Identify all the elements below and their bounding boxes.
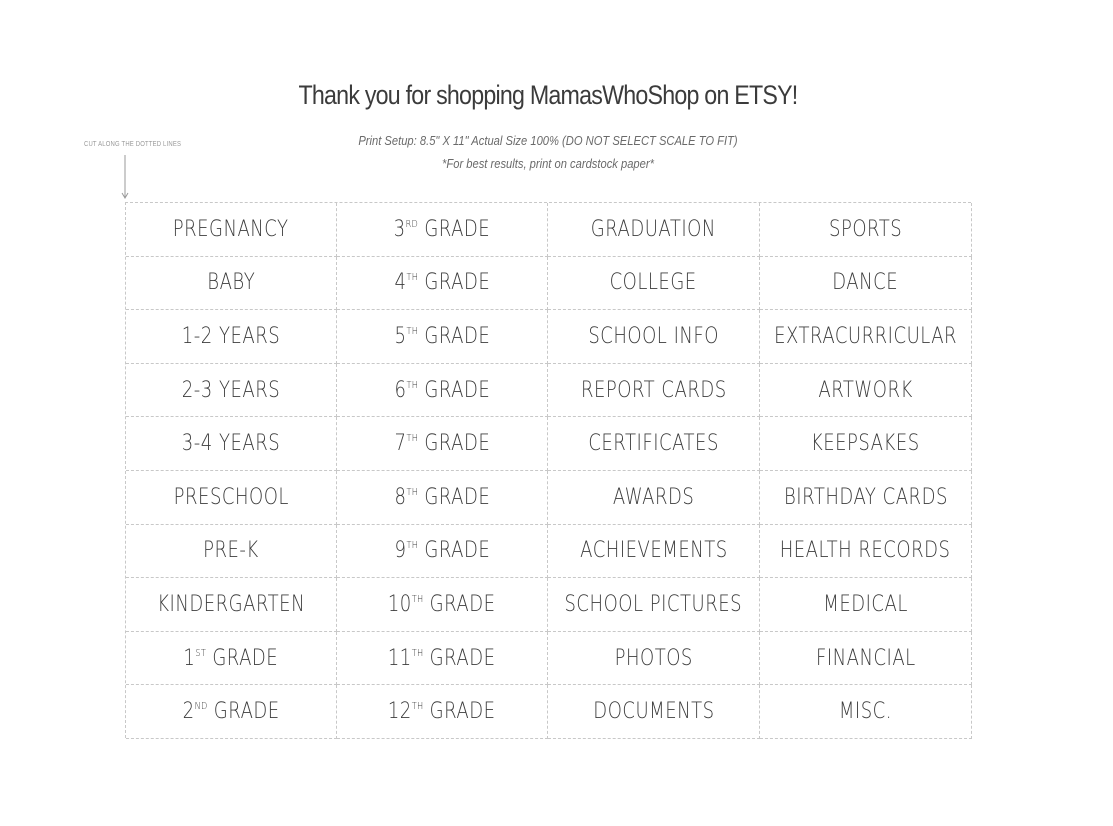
label-text: [394, 324, 490, 349]
label-cell: [760, 471, 972, 525]
grade-ordinal-suffix: TH: [406, 433, 418, 445]
label-cell: [126, 364, 337, 418]
label-cell: [760, 257, 972, 311]
grade-ordinal-suffix: ND: [194, 701, 208, 713]
label-cell: [337, 203, 548, 257]
label-cell: [337, 685, 548, 739]
label-text: BIRTHDAY CARDS: [783, 484, 948, 510]
label-text: REPORT CARDS: [580, 377, 727, 403]
label-text: SCHOOL INFO: [588, 323, 719, 349]
label-cell: [337, 364, 548, 418]
grade-number: 5: [394, 323, 407, 349]
grade-ordinal-suffix: TH: [412, 647, 424, 659]
label-text: KINDERGARTEN: [157, 591, 305, 617]
grade-ordinal-suffix: TH: [406, 540, 418, 552]
label-text: KEEPSAKES: [811, 431, 920, 457]
label-cell: [126, 203, 337, 257]
grade-number: 3: [393, 216, 406, 242]
label-cell: [548, 525, 760, 579]
label-cell: [337, 525, 548, 579]
label-cell: [126, 578, 337, 632]
arrow-down-icon: [121, 155, 129, 201]
label-cell: [548, 471, 760, 525]
grade-ordinal-suffix: TH: [406, 325, 418, 337]
label-text: [394, 378, 490, 403]
label-text: PRE-K: [203, 538, 259, 564]
label-cell: [126, 632, 337, 686]
grade-word: GRADE: [417, 377, 490, 403]
label-cell: [548, 364, 760, 418]
label-text: FINANCIAL: [815, 645, 916, 671]
grade-number: 8: [394, 484, 407, 510]
label-text: BABY: [207, 270, 255, 296]
grade-word: GRADE: [417, 538, 490, 564]
label-cell: [548, 203, 760, 257]
label-cell: [548, 578, 760, 632]
label-cell: [126, 310, 337, 364]
label-cell: [760, 417, 972, 471]
label-text: ARTWORK: [818, 377, 913, 403]
grade-word: GRADE: [423, 699, 496, 725]
grade-word: GRADE: [423, 591, 496, 617]
label-text: 2-3 YEARS: [181, 377, 281, 403]
grade-number: 4: [394, 270, 407, 296]
grade-ordinal-suffix: TH: [412, 593, 424, 605]
label-text: COLLEGE: [609, 270, 698, 296]
label-cell: [760, 364, 972, 418]
page-title: Thank you for shopping MamasWhoShop on ETSY!: [298, 80, 798, 110]
label-cell: [760, 525, 972, 579]
grade-word: GRADE: [418, 216, 491, 242]
label-text: [388, 699, 496, 724]
label-text: [394, 217, 491, 242]
label-text: HEALTH RECORDS: [780, 538, 951, 564]
label-cell: [760, 685, 972, 739]
label-text: AWARDS: [612, 484, 695, 510]
label-cell: [337, 310, 548, 364]
label-text: SPORTS: [828, 216, 903, 242]
grade-word: GRADE: [206, 645, 279, 671]
label-cell: [337, 471, 548, 525]
label-text: PHOTOS: [614, 645, 693, 671]
label-cell: [548, 417, 760, 471]
label-cell: [548, 632, 760, 686]
label-text: [394, 485, 490, 510]
cardstock-tip: *For best results, print on cardstock paper*: [442, 156, 654, 171]
label-cell: [548, 310, 760, 364]
label-text: EXTRACURRICULAR: [774, 323, 958, 349]
grade-ordinal-suffix: TH: [406, 486, 418, 498]
grade-word: GRADE: [417, 431, 490, 457]
label-text: [394, 538, 490, 563]
grade-ordinal-suffix: ST: [195, 647, 207, 659]
grade-number: 10: [388, 591, 413, 617]
label-text: 3-4 YEARS: [181, 431, 281, 457]
grade-number: 11: [388, 645, 413, 671]
label-text: GRADUATION: [590, 216, 717, 242]
label-text: [388, 592, 496, 617]
grade-ordinal-suffix: TH: [412, 701, 424, 713]
label-text: ACHIEVEMENTS: [579, 538, 728, 564]
label-cell: [760, 310, 972, 364]
grade-number: 1: [183, 645, 196, 671]
label-cell: [126, 257, 337, 311]
label-text: MISC.: [838, 699, 893, 725]
label-text: 1-2 YEARS: [181, 323, 281, 349]
label-cell: [337, 578, 548, 632]
label-cell: [337, 417, 548, 471]
label-text: PREGNANCY: [173, 216, 289, 242]
label-cell: [760, 578, 972, 632]
label-cell: [126, 685, 337, 739]
label-cell: [337, 632, 548, 686]
label-cell: [548, 685, 760, 739]
grade-number: 9: [394, 538, 407, 564]
label-text: DOCUMENTS: [592, 699, 715, 725]
label-cell: [760, 203, 972, 257]
label-cell: [126, 471, 337, 525]
grade-word: GRADE: [207, 699, 280, 725]
label-cell: [337, 257, 548, 311]
label-text: MEDICAL: [823, 591, 908, 617]
label-grid: [125, 202, 971, 738]
label-text: [388, 646, 496, 671]
label-cell: [548, 257, 760, 311]
label-text: CERTIFICATES: [588, 431, 719, 457]
label-cell: [760, 632, 972, 686]
grade-word: GRADE: [417, 323, 490, 349]
label-text: PRESCHOOL: [173, 484, 289, 510]
label-cell: [126, 525, 337, 579]
label-cell: [126, 417, 337, 471]
label-text: [182, 699, 279, 724]
print-setup-note: Print Setup: 8.5" X 11" Actual Size 100% (DO NOT SELECT SCALE TO FIT): [358, 133, 738, 148]
grade-number: 12: [388, 699, 413, 725]
cut-instruction: CUT ALONG THE DOTTED LINES: [84, 141, 182, 148]
label-text: DANCE: [832, 270, 899, 296]
label-text: [184, 646, 279, 671]
label-text: [394, 431, 490, 456]
grade-word: GRADE: [417, 270, 490, 296]
label-text: [394, 270, 490, 295]
grade-ordinal-suffix: TH: [406, 272, 418, 284]
grade-ordinal-suffix: TH: [406, 379, 418, 391]
grade-number: 7: [394, 431, 407, 457]
grade-number: 6: [394, 377, 407, 403]
grade-word: GRADE: [417, 484, 490, 510]
grade-ordinal-suffix: RD: [405, 218, 419, 230]
grade-word: GRADE: [423, 645, 496, 671]
label-text: SCHOOL PICTURES: [564, 591, 743, 617]
grade-number: 2: [182, 699, 195, 725]
